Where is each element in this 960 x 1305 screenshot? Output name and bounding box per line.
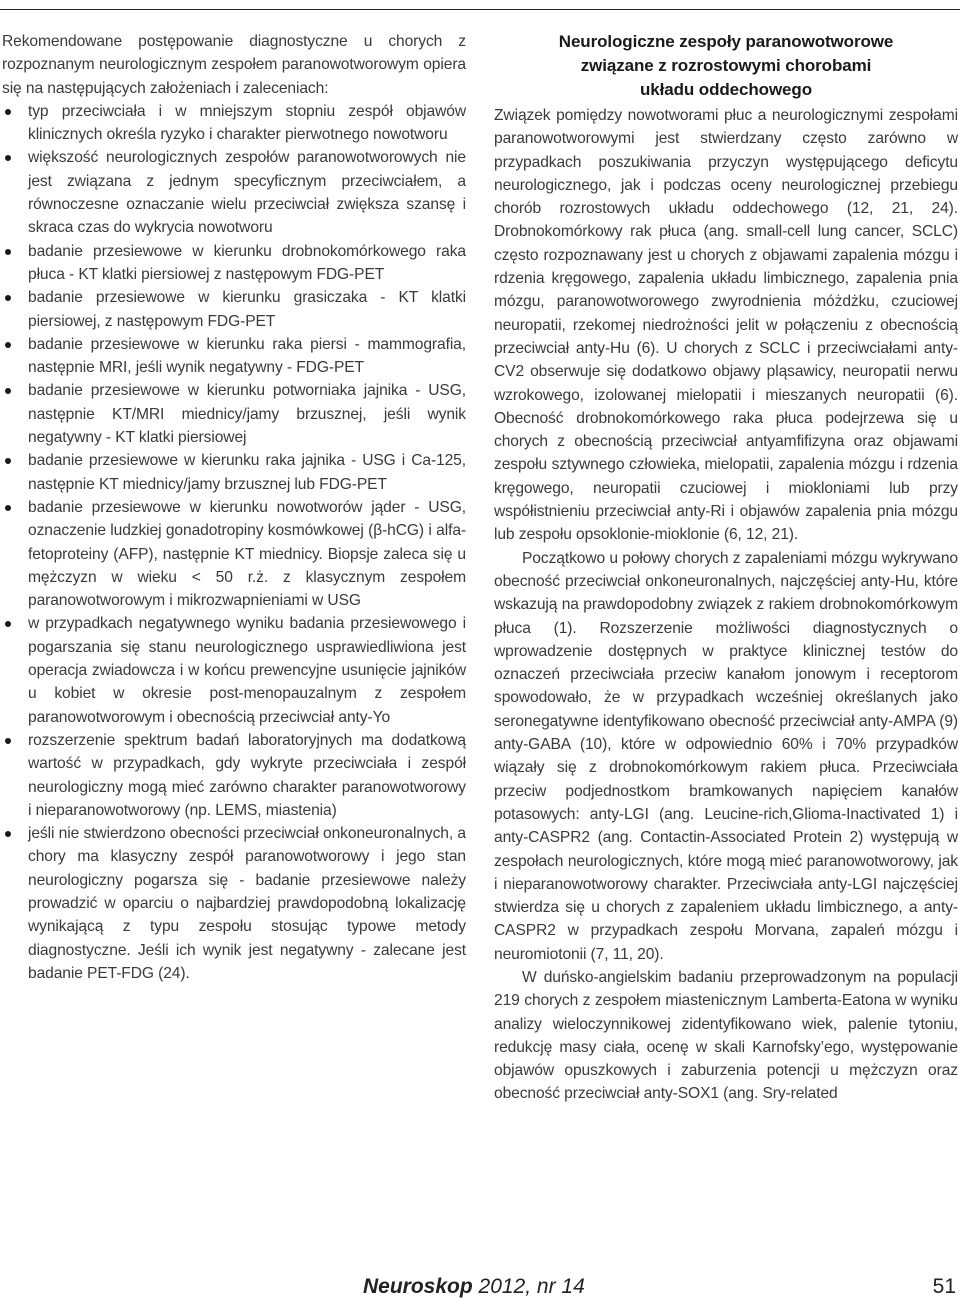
intro-paragraph: Rekomendowane postępowanie diagnostyczne u chorych z rozpoznanym neurologicznym zespołem paranowotworowym opiera się na następujących założeniach i zaleceniach: (2, 33, 466, 97)
body-paragraph: Związek pomiędzy nowotworami płuc a neurologicznymi zespołami paranowotworowymi jest stwierdzany często zarówno w przypadkach poszukiwania przyczyn występującego deficytu neurologicznego, jak i podczas oceny neurologicznej przebiegu chorób rozrostowych układu oddechowego (12, 21, 24). Drobnokomórkowy rak płuca (ang. small-cell lung cancer, SCLC) często rozpoznawany jest u chorych z objawami zapalenia mózgu i rdzenia kręgowego, zapalenia układu limbicznego, zapalenia pnia mózgu, paranowotworowego zwyrodnienia móżdżku, czuciowej neuropatii, rzekomej niedrożności jelit w połączeniu z obecnością przeciwciał anty-Hu (6). U chorych z SCLC i przeciwciałami anty-CV2 obserwuje się dodatkowo objawy pląsawicy, neuropatii nerwu wzrokowego, izolowanej mielopatii i mieszanych neuropatii (6). Obecność drobnokomórkowego raka płuca podejrzewa się u chorych z obecnością przeciwciał antyamfifizyna oraz objawami zespołu sztywnego człowieka, mielopatii, zapalenia mózgu i rdzenia kręgowego, neuropatii czuciowej i miokloniami lub przy współistnieniu przeciwciał anty-Ri i objawów zapalenia pnia mózgu lub zespołu opsoklonie-mioklonie (6, 12, 21). (494, 107, 958, 544)
right-column (494, 30, 958, 1106)
list-item: rozszerzenie spektrum badań laboratoryjnych ma dodatkową wartość w przypadkach, gdy wykryte przeciwciała i zespół neurologiczny mogą mieć zarówno charakter paranowotworowy i nieparanowotworowy (np. LEMS, miastenia) (2, 729, 466, 822)
list-item: w przypadkach negatywnego wyniku badania przesiewowego i pogarszania się stanu neurologicznego usprawiedliwiona jest operacja zwiadowcza i w końcu prewencyjne usunięcie jajników u kobiet w okresie post-menopauzalnym z zespołem paranowotworowym i obecnością przeciwciał anty-Yo (2, 612, 466, 728)
page-footer (0, 1275, 960, 1305)
list-item: większość neurologicznych zespołów paranowotworowych nie jest związana z jednym specyficznym przeciwciałem, a równoczesne oznaczanie wielu przeciwciał zwiększa szansę i skraca czas do wykrycia nowotworu (2, 146, 466, 239)
body-paragraph: W duńsko-angielskim badaniu przeprowadzonym na populacji 219 chorych z zespołem miastenicznym Lamberta-Eatona w wyniku analizy wieloczynnikowej zidentyfikowano wiek, palenie tytoniu, redukcję masy ciała, ocenę w skali Karnofsky’ego, występowanie objawów opuszkowych i zaburzenia potencji u mężczyzn oraz obecność przeciwciał anty-SOX1 (ang. Sry-related (494, 968, 958, 1103)
list-item: badanie przesiewowe w kierunku potworniaka jajnika - USG, następnie KT/MRI miednicy/jamy brzusznej, jeśli wynik negatywny - KT klatki piersiowej (2, 379, 466, 449)
left-column (2, 30, 466, 985)
list-item: badanie przesiewowe w kierunku drobnokomórkowego raka płuca - KT klatki piersiowej z następowym FDG-PET (2, 240, 466, 287)
top-rule (0, 9, 960, 10)
section-heading (494, 30, 958, 102)
list-item: badanie przesiewowe w kierunku raka jajnika - USG i Ca-125, następnie KT miednicy/jamy brzusznej lub FDG-PET (2, 449, 466, 496)
page-number: 51 (932, 1275, 956, 1298)
list-item: typ przeciwciała i w mniejszym stopniu zespół objawów klinicznych określa ryzyko i charakter pierwotnego nowotworu (2, 100, 466, 147)
list-item: badanie przesiewowe w kierunku nowotworów jąder - USG, oznaczenie ludzkiej gonadotropiny kosmówkowej (β-hCG) i alfa-fetoproteiny (AFP), następnie KT miednicy. Biopsje zaleca się u mężczyzn w wieku < 50 r.ż. z klasycznym zespołem paranowotworowym i mikrozwapnieniami w USG (2, 496, 466, 612)
journal-name (363, 1275, 585, 1299)
recommendations-list (2, 100, 466, 985)
body-paragraph: Początkowo u połowy chorych z zapaleniami mózgu wykrywano obecność przeciwciał onkoneuronalnych, najczęściej anty-Hu, które wskazują na prawdopodobny związek z rakiem drobnokomórkowym płuca (1). Rozszerzenie możliwości diagnostycznych o wprowadzenie dostępnych w praktyce klinicznej testów do oznaczeń przeciwciała przeciw kanałom jonowym i receptorom spowodowało, że w przypadkach wcześniej określanych jako seronegatywne identyfikowano obecność przeciwciał anty-AMPA (9) anty-GABA (10), które w odpowiednio 60% i 70% przypadków wiązały się z drobnokomórkowym rakiem płuca. Przeciwciała przeciw podjednostkom bramkowanych napięciem kanałów potasowych: anty-LGI (ang. Leucine-rich,Glioma-Inactivated 1) i anty-CASPR2 (ang. Contactin-Associated Protein 2) występują w zespołach neurologicznych, które mogą mieć paranowotworowy, jak i nieparanowotworowy charakter. Przeciwciała anty-LGI najczęściej stwierdza się u chorych z zapaleniem układu limbicznego, a anty-CASPR2 w przypadkach zespołu Morvana, zapaleń mózgu i neuromiotonii (7, 11, 20). (494, 549, 958, 963)
list-item: badanie przesiewowe w kierunku raka piersi - mammografia, następnie MRI, jeśli wynik negatywny - FDG-PET (2, 333, 466, 380)
journal-brand: Neuroskop (363, 1275, 473, 1298)
section-heading-line: Neurologiczne zespoły paranowotworowe (558, 32, 894, 51)
section-heading-line: układu oddechowego (640, 80, 812, 99)
journal-issue: 2012, nr 14 (472, 1275, 585, 1298)
list-item: badanie przesiewowe w kierunku grasiczaka - KT klatki piersiowej, z następowym FDG-PET (2, 286, 466, 333)
list-item: jeśli nie stwierdzono obecności przeciwciał onkoneuronalnych, a chory ma klasyczny zespół paranowotworowy i jego stan neurologiczny pogarsza się - badanie przesiewowe należy prowadzić w oparciu o najbardziej prawdopodobną lokalizację wynikającą z typu zespołu stosując typowe metody diagnostyczne. Jeśli ich wynik jest negatywny - zalecane jest badanie PET-FDG (24). (2, 822, 466, 985)
section-heading-line: związane z rozrostowymi chorobami (580, 56, 872, 75)
